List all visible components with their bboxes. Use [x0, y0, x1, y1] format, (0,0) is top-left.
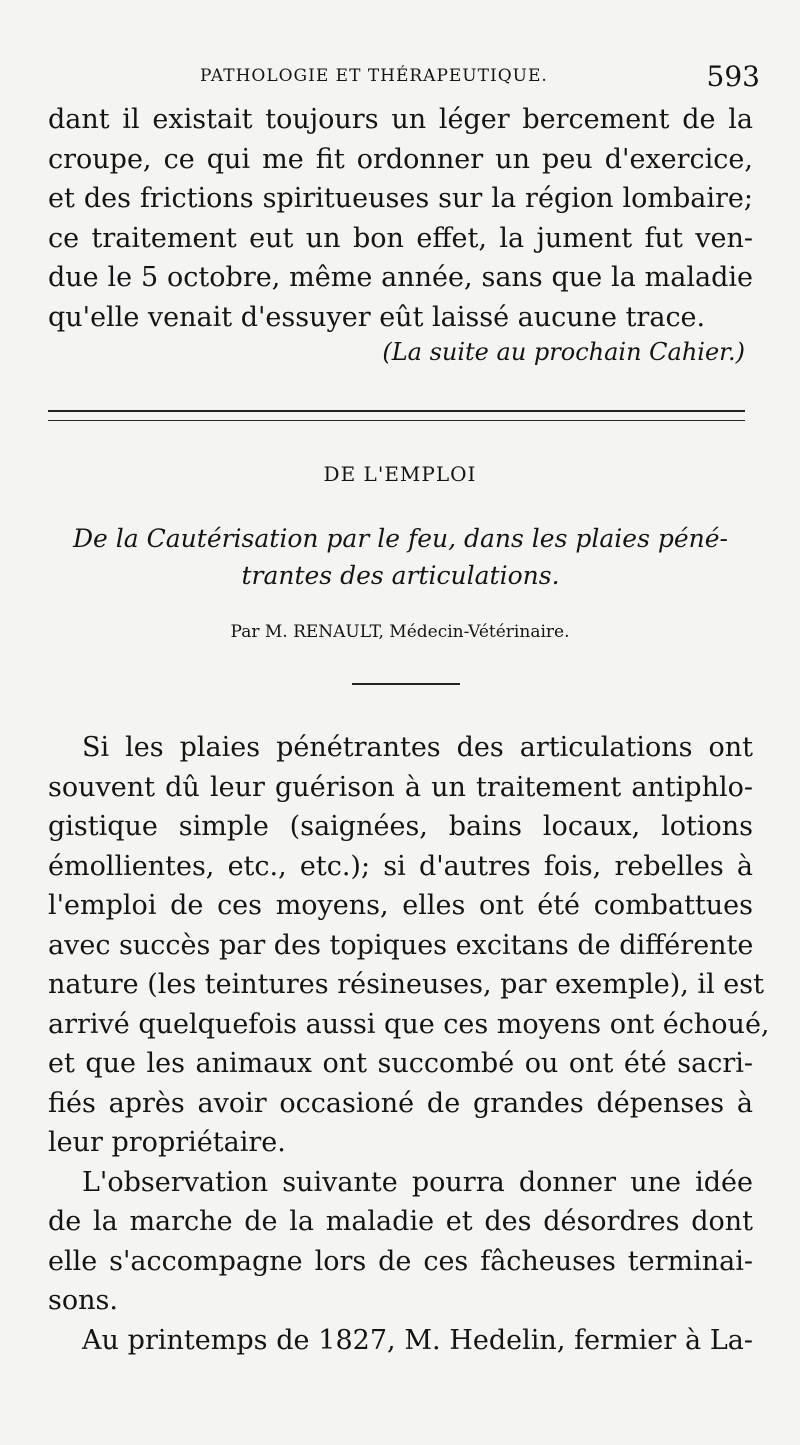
- text-line: Si les plaies pénétrantes des articulations ont: [82, 732, 753, 763]
- paragraph: [48, 728, 770, 1163]
- short-divider: [352, 683, 460, 685]
- text-line: Au printemps de 1827, M. Hedelin, fermier à La-: [82, 1324, 753, 1356]
- text-line: leur propriétaire.: [48, 1127, 286, 1158]
- text-line: et que les animaux ont succombé ou ont été sacri-: [48, 1048, 753, 1079]
- text-line: croupe, ce qui me fit ordonner un peu d'exercice,: [48, 143, 753, 175]
- text-line: due le 5 octobre, même année, sans que la maladie: [48, 262, 753, 293]
- article-subtitle: [48, 520, 753, 594]
- running-head: PATHOLOGIE ET THÉRAPEUTIQUE.: [200, 66, 548, 86]
- text-line: elle s'accompagne lors de ces fâcheuses terminai-: [48, 1245, 753, 1277]
- article-body: [48, 728, 770, 1360]
- paragraph: [48, 1163, 753, 1321]
- continuation-note: (La suite au prochain Cahier.): [382, 338, 745, 366]
- text-line: de la marche de la maladie et des désordres dont: [48, 1206, 753, 1237]
- continued-paragraph: [48, 100, 753, 337]
- subtitle-line: De la Cautérisation par le feu, dans les plaies péné-: [73, 524, 728, 553]
- section-divider: [48, 410, 745, 421]
- text-line: émollientes, etc., etc.); si d'autres fois, rebelles à: [48, 850, 753, 882]
- text-line: qu'elle venait d'essuyer eût laissé aucune trace.: [48, 301, 706, 333]
- text-line: gistique simple (saignées, bains locaux, lotions: [48, 811, 753, 842]
- text-line: dant il existait toujours un léger bercement de la: [48, 104, 753, 135]
- text-line: l'emploi de ces moyens, elles ont été combattues: [48, 890, 753, 921]
- article-title: DE L'EMPLOI: [323, 462, 477, 486]
- subtitle-line: trantes des articulations.: [241, 561, 560, 590]
- article-byline: Par M. RENAULT, Médecin-Vétérinaire.: [230, 622, 570, 642]
- paragraph: [48, 1321, 753, 1361]
- text-line: arrivé quelquefois aussi que ces moyens ont échoué,: [48, 1008, 770, 1040]
- text-line: nature (les teintures résineuses, par exemple), il est: [48, 969, 764, 1000]
- page-header: [200, 60, 760, 92]
- text-line: sons.: [48, 1285, 118, 1316]
- text-line: fiés après avoir occasioné de grandes dépenses à: [48, 1087, 753, 1119]
- text-line: souvent dû leur guérison à un traitement antiphlo-: [48, 771, 753, 803]
- text-line: et des frictions spiritueuses sur la région lombaire;: [48, 183, 753, 214]
- text-line: ce traitement eut un bon effet, la jument fut ven-: [48, 222, 753, 254]
- text-line: avec succès par des topiques excitans de différente: [48, 929, 754, 961]
- text-line: L'observation suivante pourra donner une idée: [82, 1166, 753, 1198]
- page-number: 593: [706, 60, 760, 93]
